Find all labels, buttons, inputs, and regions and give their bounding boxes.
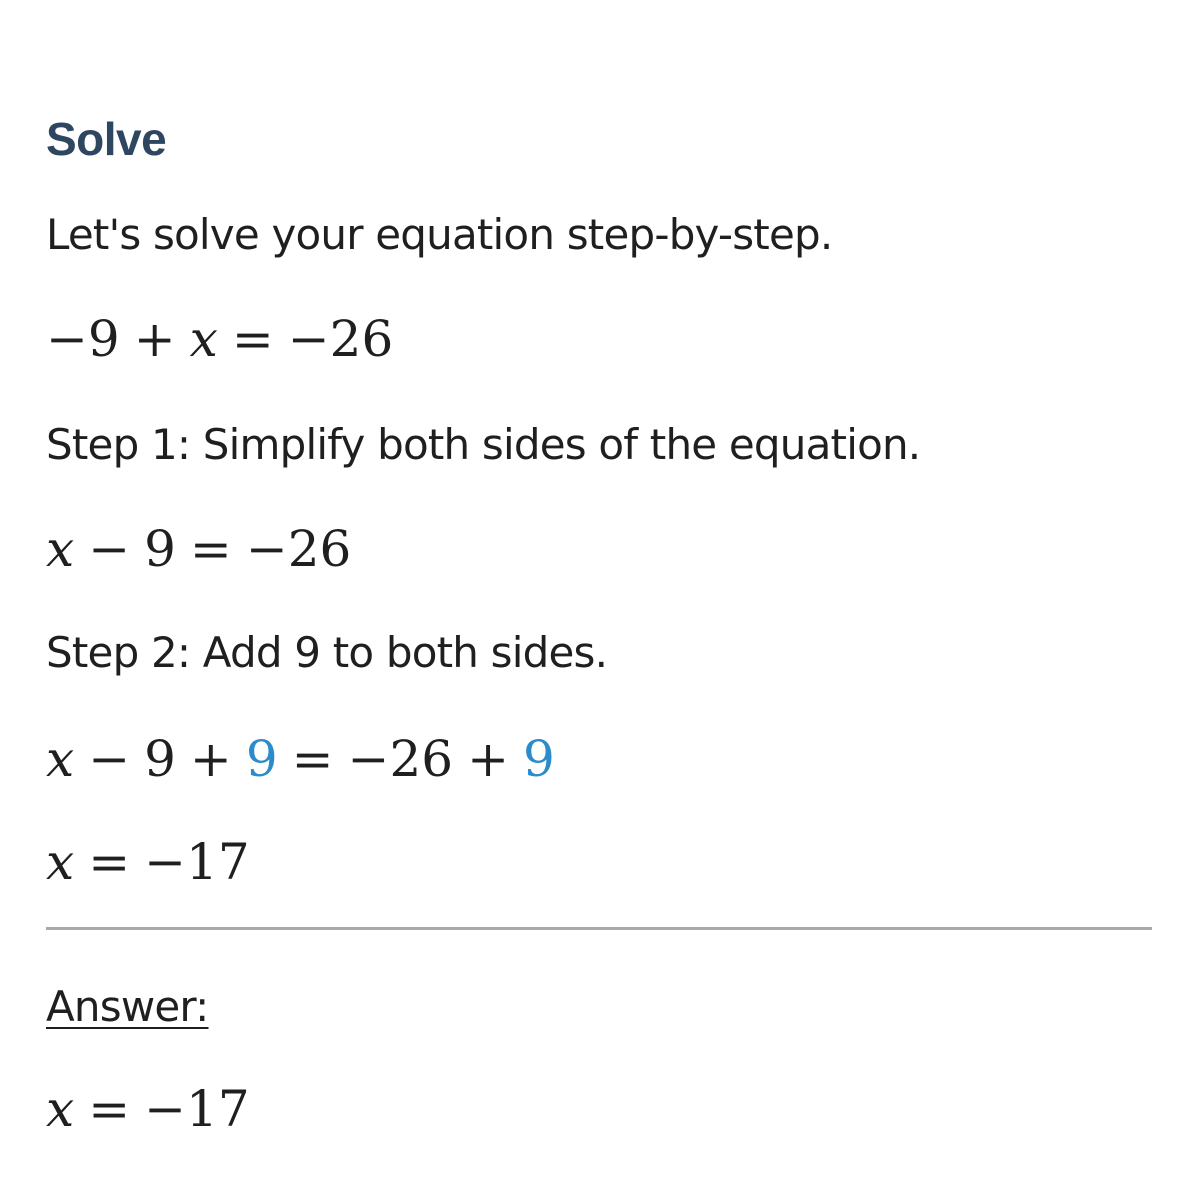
intro-text: Let's solve your equation step-by-step. [46,210,833,259]
answer-equation [46,1080,250,1138]
variable: x [46,1080,75,1138]
term: −26 [287,310,394,368]
equals-sign: = [88,833,131,891]
operator: + [467,730,509,788]
divider [46,927,1152,930]
step-2-equation [46,730,555,788]
equals-sign: = [189,520,232,578]
term: −17 [144,833,250,891]
term: −26 [347,730,454,788]
equals-sign: = [291,730,334,788]
term: −17 [144,1080,250,1138]
variable: x [46,833,75,891]
answer-label: Answer: [46,982,209,1031]
equals-sign: = [88,1080,131,1138]
variable: x [46,730,75,788]
page-title: Solve [46,113,167,165]
variable: x [46,520,75,578]
highlighted-term: 9 [245,730,278,788]
original-equation [46,310,393,368]
step-2-text: Step 2: Add 9 to both sides. [46,628,608,677]
operator: − [88,520,131,578]
step-2-result [46,833,250,891]
term: 9 [144,520,176,578]
term: −26 [245,520,352,578]
term: 9 [144,730,176,788]
operator: + [133,310,176,368]
step-1-equation [46,520,351,578]
highlighted-term: 9 [522,730,555,788]
term: −9 [46,310,120,368]
operator: − [88,730,131,788]
step-1-text: Step 1: Simplify both sides of the equation. [46,420,921,469]
operator: + [189,730,232,788]
variable: x [189,310,218,368]
equals-sign: = [231,310,274,368]
